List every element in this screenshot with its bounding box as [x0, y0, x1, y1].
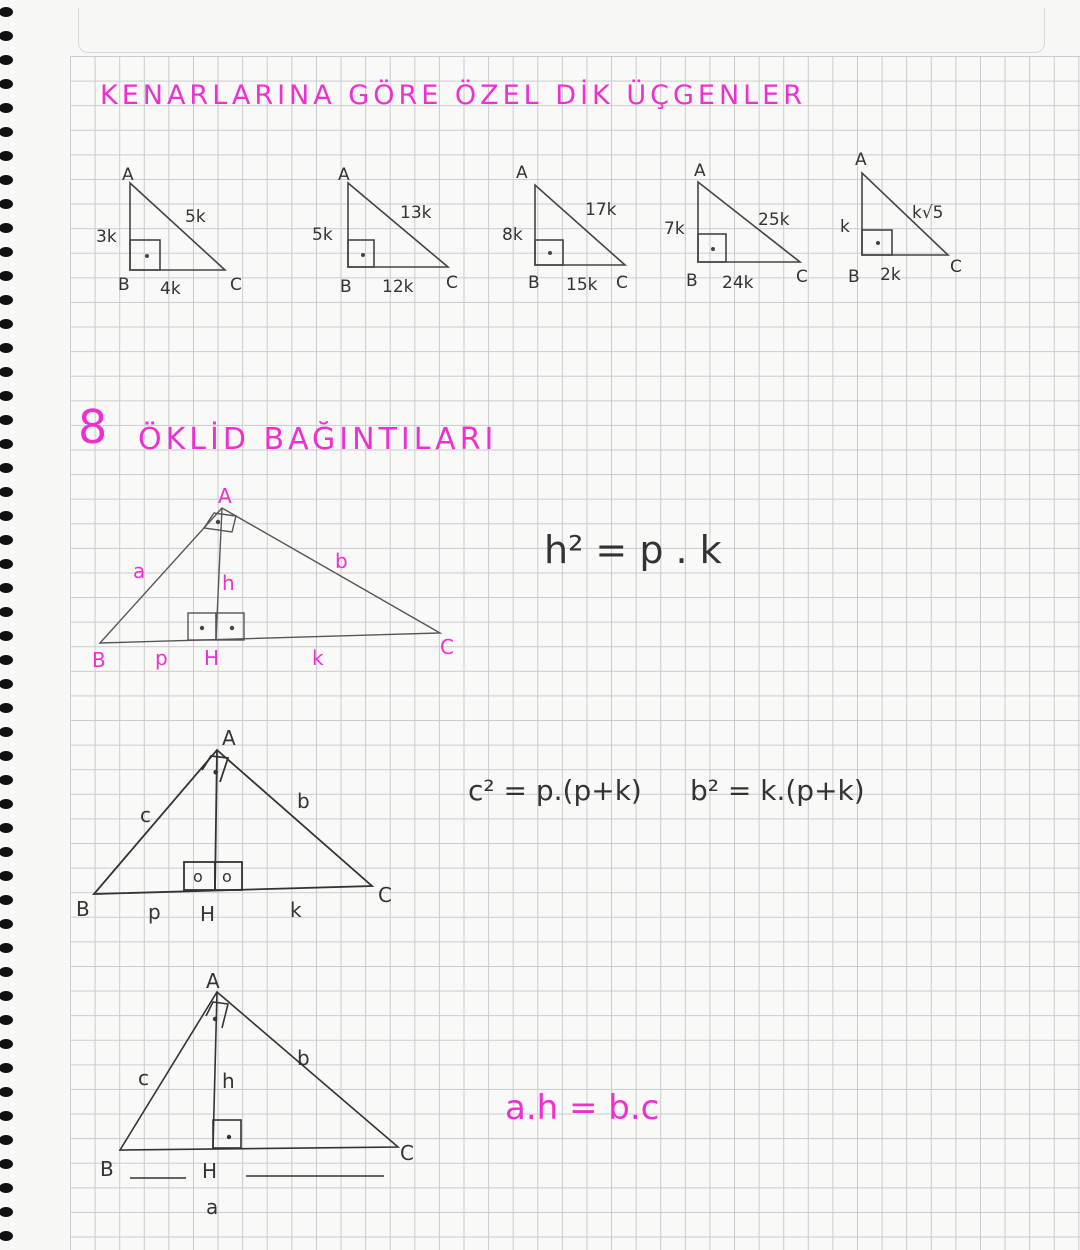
- title-euclid-relations: ÖKLİD BAĞINTILARI: [138, 422, 498, 457]
- tri1-vertex-a: A: [122, 165, 134, 185]
- tri2-leg2: 12k: [382, 277, 414, 297]
- diagram1-vertex-a: A: [218, 484, 232, 508]
- diagram2-k: k: [290, 898, 302, 922]
- formula-h-squared: h² = p . k: [544, 528, 722, 572]
- tri4-hyp: 25k: [758, 210, 790, 230]
- tri5-leg1: k: [840, 217, 850, 237]
- tri5-vertex-b: B: [848, 267, 860, 287]
- formula-b-squared: b² = k.(p+k): [690, 774, 865, 807]
- tri5-hyp: k√5: [912, 203, 944, 223]
- diagram3-foot-h: H: [202, 1159, 218, 1183]
- diagram2-vertex-a: A: [222, 726, 236, 750]
- diagram2-side-b: b: [297, 789, 310, 813]
- diagram3-h: h: [222, 1069, 235, 1093]
- tri2-vertex-c: C: [446, 273, 458, 293]
- diagram2-p: p: [148, 900, 161, 924]
- svg-text:•: •: [211, 763, 221, 782]
- diagram1-vertex-b: B: [92, 648, 106, 672]
- tri3-leg2: 15k: [566, 275, 598, 295]
- tri4-vertex-b: B: [686, 271, 698, 291]
- diagram2-vertex-c: C: [378, 883, 392, 907]
- tri2-leg1: 5k: [312, 225, 333, 245]
- tri1-leg2: 4k: [160, 279, 181, 299]
- diagram2-vertex-b: B: [76, 897, 90, 921]
- tri1-vertex-b: B: [118, 275, 130, 295]
- tri2-vertex-a: A: [338, 165, 350, 185]
- tri3-hyp: 17k: [585, 200, 617, 220]
- diagram3-right-mark: [213, 1120, 241, 1148]
- bullet-number: 8: [78, 400, 108, 454]
- diagram2-foot-h: H: [200, 902, 216, 926]
- diagram3-triangle: [120, 992, 398, 1150]
- diagram3-side-b: b: [297, 1046, 310, 1070]
- diagram2-side-c: c: [140, 803, 151, 827]
- tri4-vertex-a: A: [694, 161, 706, 181]
- tri3-vertex-a: A: [516, 163, 528, 183]
- diagram3-base-a: a: [206, 1195, 219, 1219]
- diagram1-p: p: [155, 646, 168, 670]
- title-special-right-triangles: KENARLARINA GÖRE ÖZEL DİK ÜÇGENLER: [100, 80, 807, 111]
- tri4-leg1: 7k: [664, 219, 685, 239]
- tri1-leg1: 3k: [96, 227, 117, 247]
- diagram3-vertex-c: C: [400, 1141, 414, 1165]
- tri3-leg1: 8k: [502, 225, 523, 245]
- diagram1-h: h: [222, 571, 235, 595]
- tri1-hyp: 5k: [185, 207, 206, 227]
- tri1-vertex-c: C: [230, 275, 242, 295]
- diagram1-side-a: a: [133, 559, 146, 583]
- tri5-leg2: 2k: [880, 265, 901, 285]
- tri4-leg2: 24k: [722, 273, 754, 293]
- diagram1-vertex-c: C: [440, 635, 454, 659]
- diagram3-side-c: c: [138, 1066, 149, 1090]
- formula-ah-bc: a.h = b.c: [505, 1088, 660, 1128]
- tri3-vertex-b: B: [528, 273, 540, 293]
- svg-text:o: o: [222, 867, 232, 886]
- diagram3-vertex-b: B: [100, 1157, 114, 1181]
- formula-c-squared: c² = p.(p+k): [468, 774, 642, 807]
- diagram1-foot-h: H: [204, 646, 220, 670]
- diagram1-k: k: [312, 646, 324, 670]
- tri4-vertex-c: C: [796, 267, 808, 287]
- svg-text:o: o: [193, 867, 203, 886]
- tri3-vertex-c: C: [616, 273, 628, 293]
- diagram1-side-b: b: [335, 549, 348, 573]
- tri5-vertex-c: C: [950, 257, 962, 277]
- tri2-vertex-b: B: [340, 277, 352, 297]
- tri5-vertex-a: A: [855, 150, 867, 170]
- diagram3-vertex-a: A: [206, 969, 220, 993]
- tri2-hyp: 13k: [400, 203, 432, 223]
